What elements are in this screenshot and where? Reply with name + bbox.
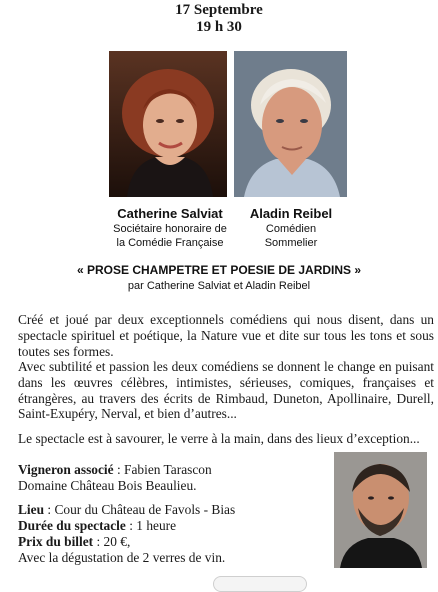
- lieu-label: Lieu: [18, 502, 45, 517]
- show-title: « PROSE CHAMPETRE ET POESIE DE JARDINS »: [76, 263, 362, 277]
- duree-line: [18, 518, 176, 534]
- description-paragraph: Le spectacle est à savourer, le verre à la main, dans des lieux d’exception...: [18, 431, 420, 446]
- artist-catherine-salviat: [100, 206, 240, 250]
- duree-value: : 1 heure: [125, 518, 177, 533]
- artist-aladin-reibel: [225, 206, 357, 250]
- event-time: 19 h 30: [196, 19, 242, 35]
- artist-role-line: Comédien: [265, 223, 317, 235]
- artist-role-line: Sommelier: [264, 237, 318, 249]
- vigneron-label: Vigneron associé: [18, 462, 114, 477]
- photo-vigneron: [334, 452, 427, 568]
- degustation-line: Avec la dégustation de 2 verres de vin.: [18, 550, 226, 565]
- event-date: 17 Septembre: [175, 2, 263, 18]
- artist-name: Aladin Reibel: [249, 206, 333, 221]
- prix-line: [18, 534, 130, 550]
- artist-name: Catherine Salviat: [117, 206, 223, 221]
- prix-label: Prix du billet: [18, 534, 94, 549]
- scroll-indicator[interactable]: [213, 576, 307, 592]
- vigneron-line: [18, 462, 212, 478]
- artist-role-line: Sociétaire honoraire de: [113, 223, 227, 235]
- duree-label: Durée du spectacle: [18, 518, 126, 533]
- prix-value: : 20 €,: [93, 534, 131, 549]
- description-paragraph: Créé et joué par deux exceptionnels comédiens qui nous disent, dans un spectacle spirituel et poétique, la Nature vue et dite sur tous les tons et sous toutes ses formes.: [18, 312, 434, 359]
- vigneron-value: : Fabien Tarascon: [113, 462, 212, 477]
- photo-catherine-salviat: [109, 51, 227, 197]
- lieu-line: [18, 502, 235, 518]
- lieu-value: : Cour du Château de Favols - Bias: [44, 502, 236, 517]
- domaine-line: Domaine Château Bois Beaulieu.: [18, 478, 197, 493]
- photo-aladin-reibel: [234, 51, 347, 197]
- show-byline: par Catherine Salviat et Aladin Reibel: [127, 280, 311, 292]
- event-date-header: [0, 2, 438, 36]
- artist-role-line: la Comédie Française: [116, 237, 224, 249]
- description-paragraph: Avec subtilité et passion les deux comédiens se donnent le change en puisant dans les œuvres célèbres, intimistes, sérieuses, comiques, françaises et étrangères, au travers des écrits de Rimbaud, Duneton, Apollinaire, Durell, Saint-Exupéry, Nerval, et bien d’autres...: [18, 359, 434, 422]
